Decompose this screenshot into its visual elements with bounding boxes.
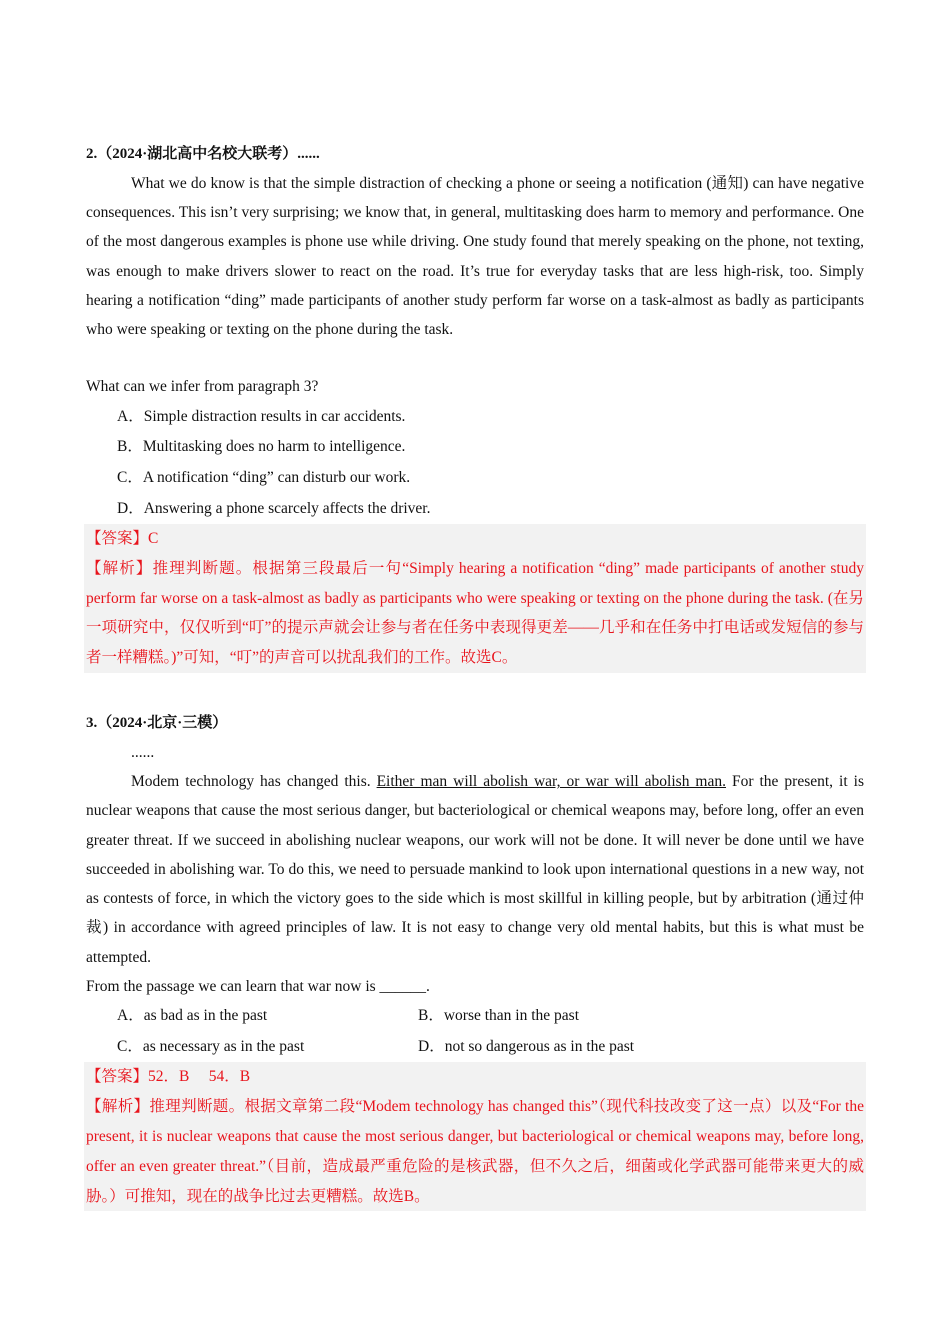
question-2-option-d — [86, 494, 864, 525]
question-2 — [86, 140, 864, 673]
question-3-stem: From the passage we can learn that war now is ______. — [86, 977, 430, 995]
option-letter: A． — [117, 407, 144, 425]
question-2-stem: What can we infer from paragraph 3? — [86, 378, 319, 396]
question-3-option-c — [117, 1032, 418, 1063]
question-2-analysis: 【解析】推理判断题。根据第三段最后一句“Simply hearing a notification “ding” made participants of another study perform far worse on a task-almost as badly as participants who were speaking or texting on the phone during the task. (在另一项研究中，仅仅听到“叮”的提示声就会让参与者在任务中表现得更差——几乎和在任务中打电话或发短信的参与者一样糟糕。)”可知，“叮”的声音可以扰乱我们的工作。故选C。 — [86, 559, 864, 667]
question-3-option-b — [418, 1001, 864, 1032]
question-2-option-c — [86, 463, 864, 494]
option-text: worse than in the past — [443, 1007, 580, 1025]
question-3-option-d — [418, 1032, 864, 1063]
option-letter: D． — [418, 1037, 445, 1055]
question-3-analysis: 【解析】推理判断题。根据文章第二段“Modem technology has changed this”（现代科技改变了这一点）以及“For the present, it is nuclear weapons that cause the most serious danger, but bacteriological or chemical weapons may, before long, offer an even greater threat.”（目前，造成最严重危险的是核武器，但不久之后，细菌或化学武器可能带来更大的威胁。）可推知，现在的战争比过去更糟糕。故选B。 — [86, 1098, 864, 1205]
option-text: A notification “ding” can disturb our work. — [142, 468, 411, 486]
question-2-passage: What we do know is that the simple distraction of checking a phone or seeing a notification (通知) can have negative consequences. This isn’t very surprising; we know that, in general, multitasking does harm to memory and performance. One of the most dangerous examples is phone use while driving. One study found that merely speaking on the phone, not texting, was enough to make drivers slower to react on the road. It’s true for everyday tasks that are less high-risk, too. Simply hearing a notification “ding” made participants of another study perform far worse on a task-almost as badly as participants who were speaking or texting on the phone during the task. — [86, 175, 864, 339]
question-2-answer-box — [84, 524, 866, 673]
option-text: Answering a phone scarcely affects the driver. — [143, 499, 431, 517]
question-3-ellipsis: ...... — [131, 744, 155, 762]
option-letter: D． — [117, 499, 144, 517]
question-3-answer: 【答案】52．B 54．B — [86, 1068, 251, 1086]
option-text: as bad as in the past — [143, 1007, 268, 1025]
question-2-option-b — [86, 432, 864, 463]
option-letter: A． — [117, 1007, 144, 1025]
underlined-sentence: Either man will abolish war, or war will abolish man. — [376, 773, 726, 791]
option-letter: B． — [418, 1007, 444, 1025]
question-3-options — [86, 1001, 864, 1062]
question-3-title: 3.（2024·北京·三模） — [86, 715, 228, 732]
option-text: Multitasking does no harm to intelligence. — [142, 438, 406, 456]
passage-text: Modem technology has changed this. — [131, 773, 377, 791]
document-page — [86, 140, 864, 1211]
question-3 — [86, 709, 864, 1211]
question-2-title: 2.（2024·湖北高中名校大联考）...... — [86, 146, 320, 162]
passage-text: For the present, it is nuclear weapons that cause the most serious danger, but bacteriological or chemical weapons may, before long, offer an even greater threat. If we succeed in abolishing nuclear weapons, our work will not be done. It will never be done until we have succeeded in abolishing war. To do this, we need to persuade mankind to look upon international questions in a new way, not as contests of force, in which the victory goes to the side which is most skillful in killing people, but by arbitration (通过仲裁) in accordance with agreed principles of law. It is not easy to change very old mental habits, but this is what must be attempted. — [86, 773, 864, 966]
option-letter: C． — [117, 1037, 143, 1055]
question-3-passage — [86, 767, 864, 971]
question-3-option-a — [117, 1001, 418, 1032]
option-letter: B． — [117, 438, 143, 456]
option-letter: C． — [117, 468, 143, 486]
option-text: as necessary as in the past — [142, 1037, 305, 1055]
option-text: not so dangerous as in the past — [444, 1037, 635, 1055]
question-2-answer: 【答案】C — [86, 530, 159, 548]
question-3-answer-box — [84, 1062, 866, 1211]
question-2-option-a — [86, 402, 864, 433]
option-text: Simple distraction results in car accidents. — [143, 407, 406, 425]
